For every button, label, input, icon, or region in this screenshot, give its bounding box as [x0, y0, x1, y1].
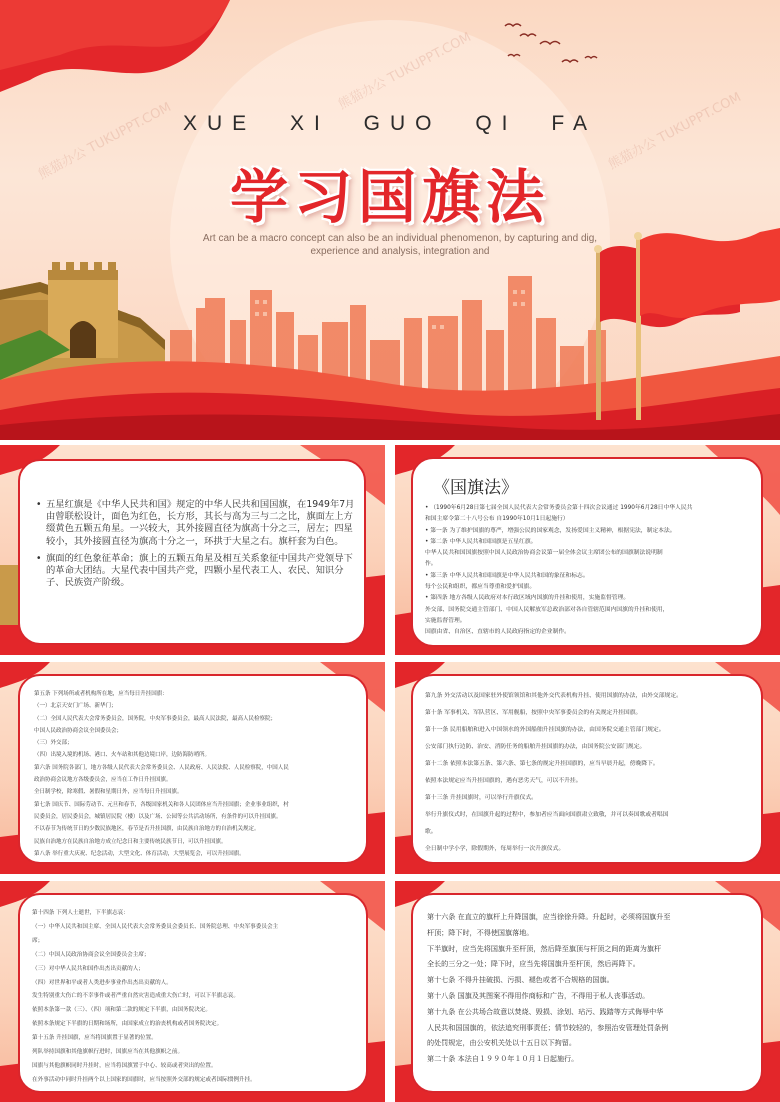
law-line: 依照本条第一款（三）、（四）项和第二款的规定下半旗，由国务院决定。	[32, 1007, 211, 1014]
law-line: 第七条 国庆节、国际劳动节、元旦和春节，各级国家机关和各人民团体应当升挂国旗；企业事业组织，村	[34, 801, 289, 808]
content-card	[18, 893, 368, 1093]
law-line: 公安部门执行边防、治安、消防任务的船舶升挂国旗的办法，由国务院公安部门规定。	[425, 744, 646, 750]
law-line: 下半旗时，应当先将国旗升至杆顶，然后降至旗顶与杆顶之间的距离为旗杆	[427, 943, 662, 953]
law-line: 第九条 外交活动以及国家驻外使馆领馆和其他外交代表机构升挂、使用国旗的办法，由外交部规定。	[425, 693, 682, 699]
law-line: 第十一条 民用船舶和进入中国领水的外国船舶升挂国旗的办法，由国务院交通主管部门规定。	[425, 727, 665, 733]
law-line: 在外事活动中同时升挂两个以上国家的国旗时，应当按照外交部的规定或者国际惯例升挂。	[32, 1076, 256, 1083]
law-line: 席；	[32, 937, 44, 944]
law-line: 人民共和国国旗的，依法追究刑事责任；情节较轻的，参照治安管理处罚条例	[427, 1022, 669, 1032]
bullet-text: 五星红旗是《中华人民共和国》规定的中华人民共和国国旗，在1949年7月由曾联松设计，面色为红色，长方形，其长与高为三与二之比，旗面左上方缀黄色五颗五角星。一兴较大，其外接圆直径为旗高十分之三，居左；四星较小，其外接圆直径为旗高十分之一，环拱于大星之右。旗杆套为白色。	[46, 499, 355, 547]
law-line: 第十五条 升挂国旗，应当将国旗置于显著的位置。	[32, 1035, 157, 1042]
law-line: 全日制中学小学，除假期外，每周举行一次升旗仪式。	[425, 846, 565, 852]
law-line: 第十九条 在公共场合故意以焚烧、毁损、涂划、玷污、践踏等方式侮辱中华	[427, 1006, 664, 1016]
slide-flag-description	[0, 445, 385, 655]
law-line: （四）出境入境的机场、港口、火车站和其他边境口岸，边防海防哨所。	[34, 752, 211, 759]
law-line: • 第二条 中华人民共和国国旗是五星红旗。	[425, 538, 537, 545]
law-line: 中国人民政治协商会议全国委员会；	[34, 727, 123, 734]
watermark: 熊猫办公 TUKUPPT.COM	[336, 29, 474, 113]
law-line: 发生特别重大伤亡的不幸事件或者严重自然灾害造成重大伤亡时，可以下半旗志哀。	[32, 993, 239, 1000]
law-line: 实施监督管理。	[425, 617, 466, 624]
law-line: 第六条 国务院各部门，地方各级人民代表大会常务委员会、人民政府、人民法院、人民检察院，中国人民	[34, 764, 289, 771]
content-card	[411, 674, 763, 864]
slide-articles-14-15	[0, 881, 385, 1102]
law-line: 全长的三分之一处；降下时，应当先将国旗升至杆顶，然后再降下。	[427, 959, 640, 969]
law-line: 第二十条 本法自１９９０年１０月１日起施行。	[427, 1054, 579, 1064]
law-line: （一）中华人民共和国主席、全国人民代表大会常务委员会委员长、国务院总理、中央军事委员会主	[32, 923, 279, 930]
law-line: 第五条 下列场所或者机构所在地，应当每日升挂国旗：	[34, 691, 168, 697]
content-card	[18, 459, 366, 645]
law-line: 不以春节为传统节日的少数民族地区，春节是否升挂国旗，由民族自治地方的自治机关规定。	[34, 826, 260, 833]
law-line: （二）中国人民政治协商会议全国委员会主席；	[32, 951, 150, 958]
law-line: 外交部、国务院交通主管部门、中国人民解放军总政治部对各自管辖范围内国旗的升挂和使用，	[425, 606, 669, 613]
watermark: 熊猫办公 TUKUPPT.COM	[606, 89, 744, 173]
slide-articles-16-20	[395, 881, 780, 1102]
law-line: 依照本条规定下半旗的日期和场所，由国家成立的治丧机构或者国务院决定。	[32, 1021, 223, 1028]
law-text	[32, 907, 364, 1088]
law-line: 杆顶；降下时，不得使国旗落地。	[427, 927, 534, 937]
law-line: 第十八条 国旗及其图案不得用作商标和广告，不得用于私人丧事活动。	[427, 990, 650, 1000]
bullet-item	[36, 553, 356, 590]
law-text	[425, 503, 759, 639]
law-line: 民委员会，居民委员会，城镇居民院（楼）以及广场、公园等公共活动场所，有条件的可以升挂国旗。	[34, 813, 282, 820]
law-title: 《国旗法》	[433, 478, 518, 498]
law-line: 举行升旗仪式时，在国旗升起的过程中，参加者应当面向国旗肃立致敬，并可以奏国歌或者唱国	[425, 812, 669, 818]
law-line: 每个公民和组织，都应当尊重和爱护国旗。	[425, 584, 536, 591]
law-line: 第十四条 下列人士逝世，下半旗志哀：	[32, 910, 129, 916]
law-line: • （1990年6月28日第七届全国人民代表大会常务委员会第十四次会议通过 1990年6月28日中华人民共	[425, 505, 693, 511]
bullet-dot-icon: •	[36, 552, 42, 564]
law-line: 中华人民共和国国旗按照中国人民政治协商会议第一届全体会议主席团公布的国旗制法说明制	[425, 550, 663, 557]
slide-flag-law-intro	[395, 445, 780, 655]
law-line: 第十七条 不得升挂破损、污损、褪色或者不合规格的国旗。	[427, 975, 614, 985]
law-text	[425, 688, 759, 858]
law-line: 民族自治地方在民族自治地方成立纪念日和主要传统民族节日，可以升挂国旗。	[34, 838, 227, 845]
law-line: 第十六条 在直立的旗杆上升降国旗，应当徐徐升降。升起时，必须将国旗升至	[427, 912, 671, 921]
bullet-dot-icon: •	[36, 499, 42, 510]
law-line: • 第四条 地方各级人民政府对本行政区域内国旗的升挂和使用，实施监督管理。	[425, 595, 630, 602]
law-line: 第十二条 依照本法第五条、第六条、第七条的规定升挂国旗的，应当早晨升起，傍晚降下。	[425, 761, 659, 767]
slide-description: Art can be a macro concept can also be an individual phenomenon, by capturing and dig, experience and analysis, integration and	[202, 233, 598, 257]
content-card	[18, 674, 368, 864]
law-line: （四）对世界和平或者人类进步事业作出杰出贡献的人。	[32, 979, 172, 986]
law-line: （三）外交部；	[34, 740, 73, 747]
content-card	[411, 457, 763, 647]
bullet-item	[36, 499, 356, 548]
pinyin-subtitle: XUE XI GUO QI FA	[182, 112, 598, 135]
law-line: 作。	[425, 561, 437, 568]
law-line: • 第一条 为了维护国旗的尊严，增强公民的国家观念，发扬爱国主义精神，根据宪法，制定本法。	[425, 527, 676, 534]
law-line: 第八条 举行重大庆祝、纪念活动，大型文化、体育活动，大型展览会，可以升挂国旗。	[34, 850, 245, 857]
slide-articles-5-8	[0, 662, 385, 874]
law-line: （二）全国人民代表大会常务委员会，国务院，中央军事委员会，最高人民法院，最高人民检察院；	[34, 715, 277, 722]
law-line: 的处罚规定，由公安机关处以十五日以下拘留。	[427, 1038, 576, 1048]
law-line: （三）对中华人民共和国作出杰出贡献的人；	[32, 965, 144, 972]
birds-icon	[505, 24, 597, 62]
watermark: 熊猫办公 TUKUPPT.COM	[36, 99, 174, 183]
law-line: • 第三条 中华人民共和国国旗是中华人民共和国的象征和标志。	[425, 572, 589, 579]
law-line: 依照本法规定应当升挂国旗的，遇有恶劣天气，可以不升挂。	[425, 778, 582, 784]
slide-articles-9-13	[395, 662, 780, 874]
bullet-text: 旗面的红色象征革命；旗上的五颗五角星及相互关系象征中国共产党领导下的革命大团结。大星代表中国共产党，四颗小星代表工人、农民、知识分子、民族资产阶级。	[46, 552, 353, 589]
content-card	[411, 893, 763, 1093]
law-line: 列队举持国旗和其他旗帜行进时，国旗应当在其他旗帜之前。	[32, 1049, 184, 1056]
law-text	[34, 688, 364, 860]
law-line: 政治协商会议地方各级委员会，应当在工作日升挂国旗。	[34, 777, 172, 784]
law-line: 国旗与其他旗帜同时升挂时，应当将国旗置于中心、较高或者突出的位置。	[32, 1062, 217, 1069]
law-line: 第十条 军事机关、军队营区、军用舰船，按照中央军事委员会的有关规定升挂国旗。	[425, 710, 642, 716]
title-slide	[0, 0, 780, 440]
law-line: 全日制学校，除寒假、暑假和星期日外，应当每日升挂国旗。	[34, 789, 183, 796]
law-text	[427, 909, 757, 1067]
law-line: 第十三条 升挂国旗时，可以举行升旗仪式。	[425, 795, 537, 801]
law-line: 国旗由省、自治区、直辖市的人民政府指定的企业制作。	[425, 629, 570, 636]
law-line: 歌。	[425, 829, 437, 835]
law-line: 和国主席令第二十八号公布 自1990年10月1日起施行）	[425, 516, 569, 523]
law-line: （一）北京天安门广场、新华门；	[34, 703, 117, 710]
slide-title: 学习国旗法	[229, 163, 550, 231]
